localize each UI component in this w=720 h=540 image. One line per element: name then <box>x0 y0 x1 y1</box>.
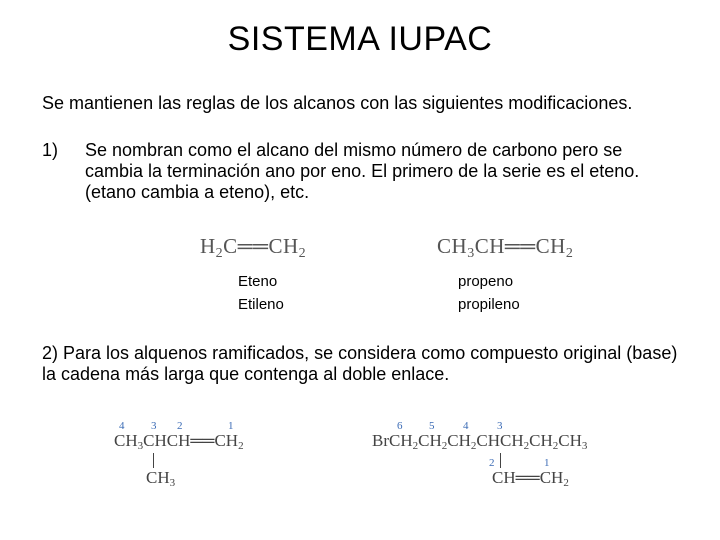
propeno-names <box>458 270 520 316</box>
right-branch-number-1: 1 <box>544 457 550 469</box>
left-chain-number-4: 4 <box>119 420 125 432</box>
right-branch-bond <box>500 453 501 468</box>
rule-2-text: 2) Para los alquenos ramificados, se considera como compuesto original (base) la cadena más larga que contenga al doble enlace. <box>42 343 678 384</box>
right-chain-number-3: 3 <box>497 420 503 432</box>
right-chain-number-6: 6 <box>397 420 403 432</box>
right-branch-group: $CH══CH_2$ <box>492 468 569 489</box>
right-chain-number-4: 4 <box>463 420 469 432</box>
propeno-name: propeno <box>458 273 514 290</box>
slide-title: SISTEMA IUPAC <box>227 20 493 58</box>
eteno-formula: $H_2C══CH_2$ <box>200 234 307 261</box>
right-main-chain: $BrCH_2CH_2CH_2CHCH_2CH_2CH_3$ <box>372 431 588 452</box>
eteno-name: Eteno <box>238 273 278 290</box>
eteno-names <box>238 270 284 316</box>
right-branch-number-2: 2 <box>489 457 495 469</box>
left-branch-group: $CH_3$ <box>146 468 176 489</box>
rule-1-number: 1) <box>42 140 59 160</box>
left-chain-number-1: 1 <box>228 420 234 432</box>
left-branch-bond <box>153 453 154 468</box>
rule-1 <box>42 140 682 203</box>
intro-text: Se mantienen las reglas de los alcanos con las siguientes modificaciones. <box>42 93 633 113</box>
rule-1-text: Se nombran como el alcano del mismo número de carbono pero se cambia la terminación ano por eno. El primero de la serie es el eteno. (etano cambia a eteno), etc. <box>85 140 640 202</box>
left-main-chain: $CH_3CHCH══CH_2$ <box>114 431 244 452</box>
left-chain-number-3: 3 <box>151 420 157 432</box>
eteno-common-name: Etileno <box>238 296 284 313</box>
propeno-common-name: propileno <box>458 296 520 313</box>
propeno-formula: $CH_3CH══CH_2$ <box>437 234 574 261</box>
left-chain-number-2: 2 <box>177 420 183 432</box>
right-chain-number-5: 5 <box>429 420 435 432</box>
